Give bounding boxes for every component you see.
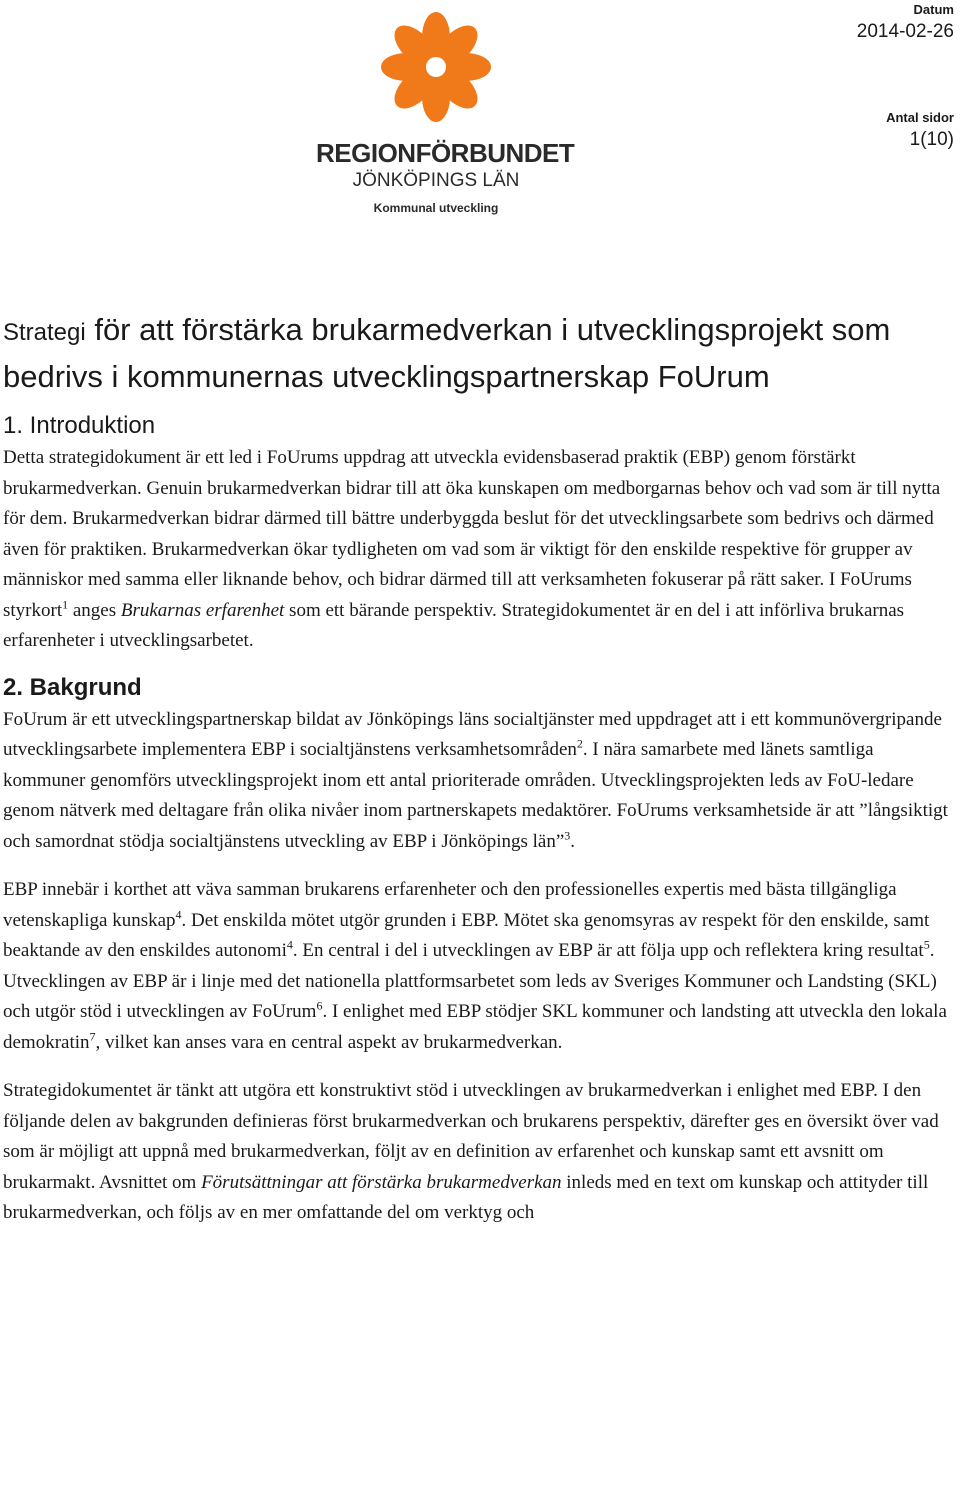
section-bakgrund — [3, 671, 953, 1229]
paragraph: FoUrum är ett utvecklingspartnerskap bildat av Jönköpings läns socialtjänster med uppdraget att i ett kommunövergripande utvecklingsarbete implementera EBP i socialtjänstens verksamhetsområden$^2$. I nära samarbete med länets samtliga kommuner genomförs utvecklingsprojekt inom ett antal prioriterade områden. Utvecklingsprojekten leds av FoU-ledare genom nätverk med deltagare från olika nivåer inom partnerskapets medaktörer. FoUrums verksamhetside är att ”långsiktigt och samordnat stödja socialtjänstens utveckling av EBP i Jönköpings län”$^3$. — [3, 708, 948, 852]
logo-division: Kommunal utveckling — [373, 201, 499, 215]
page-count-label: Antal sidor — [886, 110, 954, 125]
paragraph: Detta strategidokument är ett led i FoUrums uppdrag att utveckla evidensbaserad praktik (EBP) genom förstärkt brukarmedverkan. Genuin brukarmedverkan bidrar till att öka kunskapen om medborgarnas behov och vad som är till nytta för dem. Brukarmedverkan bidrar därmed till bättre underbyggda beslut för det utvecklingsarbete som bedrivs och därmed även för praktiken. Brukarmedverkan ökar tydligheten om vad som är viktigt för den enskilde respektive för grupper av människor med samma eller liknande behov, och bidrar därmed till att verksamheten fokuserar på rätt saker. I FoUrums styrkort$^1$ anges Brukarnas erfarenhet som ett bärande perspektiv. Strategidokumentet är en del i att införliva brukarnas erfarenheter i utvecklingsarbetet. — [3, 447, 941, 651]
date-block — [857, 2, 954, 43]
section-heading-introduktion: 1. Introduktion — [3, 412, 156, 439]
title-first-word: Strategi — [3, 319, 86, 346]
title-rest: för att förstärka brukarmedverkan i utvecklingsprojekt som bedrivs i kommunernas utvecklingspartnerskap FoUrum — [3, 312, 891, 394]
paragraph: EBP innebär i korthet att väva samman brukarens erfarenheter och den professionelles expertis med bästa tillgängliga vetenskapliga kunskap$^4$. Det enskilda mötet utgör grunden i EBP. Mötet ska genomsyras av respekt för den enskilde, samt beaktande av den enskildes autonomi$^4$. En central i del i utvecklingen av EBP är att följa upp och reflektera kring resultat$^5$. Utvecklingen av EBP är i linje med det nationella plattformsarbetet som leds av Sveriges Kommuner och Landsting (SKL) och utgör stöd i utvecklingen av FoUrum$^6$. I enlighet med EBP stödjer SKL kommuner och landsting att utveckla den lokala demokratin$^7$, vilket kan anses vara en central aspekt av brukarmedverkan. — [3, 879, 947, 1053]
regionforbundet-logo — [316, 0, 575, 225]
paragraph: Strategidokumentet är tänkt att utgöra ett konstruktivt stöd i utvecklingen av brukarmedverkan i enlighet med EBP. I den följande delen av bakgrunden definieras först brukarmedverkan och brukarens perspektiv, därefter ges en översikt över vad som är möjligt att uppnå med brukarmedverkan, följt av en definition av erfarenhet och kunskap samt ett avsnitt om brukarmakt. Avsnittet om Förutsättningar att förstärka brukarmedverkan inleds med en text om kunskap och attityder till brukarmedverkan, och följs av en mer omfattande del om verktyg och — [3, 1080, 939, 1223]
document-body — [3, 308, 953, 1229]
logo-name: REGIONFÖRBUNDET — [316, 138, 575, 168]
flower-icon — [372, 0, 500, 135]
logo-region: JÖNKÖPINGS LÄN — [352, 170, 520, 191]
document-title — [3, 308, 953, 399]
date-value: 2014-02-26 — [856, 21, 954, 42]
section-heading-bakgrund: 2. Bakgrund — [3, 673, 142, 701]
page-count-block — [886, 110, 954, 151]
page-count-value: 1(10) — [909, 129, 954, 150]
date-label: Datum — [913, 2, 954, 17]
